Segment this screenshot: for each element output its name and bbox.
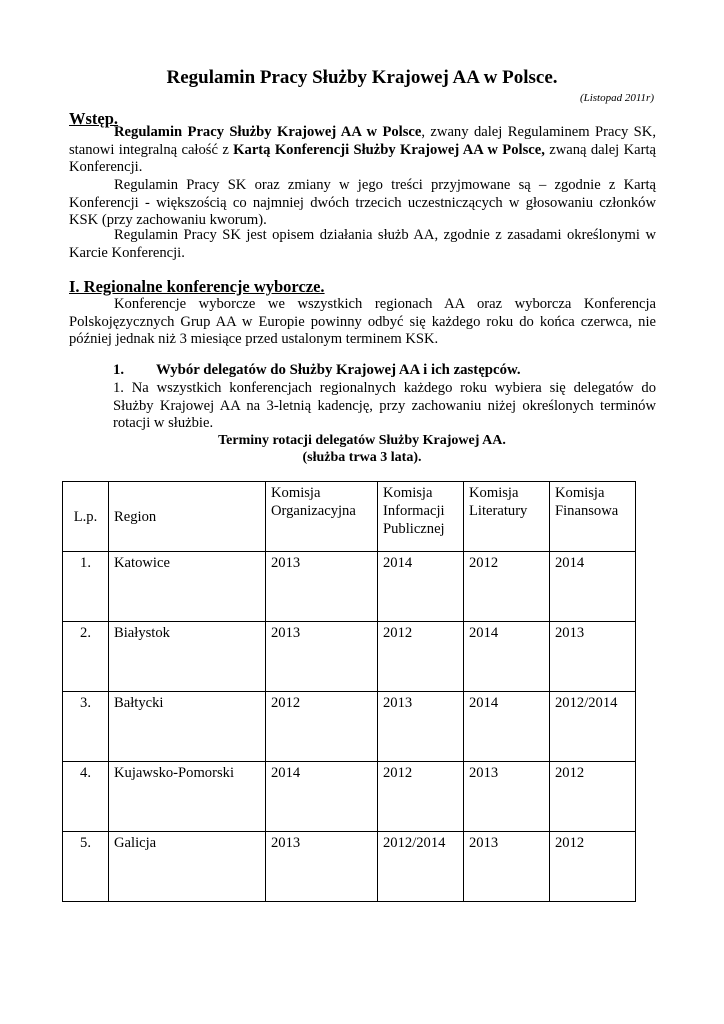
cell-inf: 2012/2014 bbox=[378, 832, 464, 902]
header-lit bbox=[464, 482, 550, 552]
intro-paragraph-1 bbox=[69, 124, 656, 177]
section-1-paragraph bbox=[69, 296, 656, 349]
cell-lit: 2013 bbox=[464, 832, 550, 902]
subsection-heading bbox=[113, 361, 521, 379]
intro-p2-text: Regulamin Pracy SK oraz zmiany w jego treści przyjmowane są – zgodnie z Kartą Konferencji - większością co najmniej dwóch trzecich uczestniczących w głosowaniu członków KSK (przy zachowaniu kworum). bbox=[69, 177, 656, 229]
header-inf-line-1: Komisja bbox=[383, 485, 433, 501]
cell-region: Bałtycki bbox=[109, 692, 266, 762]
table-caption-2: (służba trwa 3 lata). bbox=[302, 450, 422, 465]
intro-text-2: zwaną dalej Kartą Konferencji. bbox=[69, 141, 657, 176]
table-row bbox=[63, 832, 636, 902]
subsection-paragraph: 1. Na wszystkich konferencjach regionalnych każdego roku wybiera się delegatów do Służby Krajowej AA na 3-letnią kadencję, przy zachowaniu niżej określonych terminów rotacji w służbie. bbox=[113, 380, 656, 432]
section-1-heading: I. Regionalne konferencje wyborcze. bbox=[69, 277, 325, 296]
cell-inf: 2012 bbox=[378, 622, 464, 692]
intro-paragraph-3 bbox=[69, 227, 656, 262]
header-fin-line-1: Komisja bbox=[555, 485, 605, 501]
cell-fin: 2012 bbox=[550, 832, 636, 902]
header-org bbox=[266, 482, 378, 552]
cell-fin: 2012 bbox=[550, 762, 636, 832]
header-org-line-2: Organizacyjna bbox=[271, 503, 356, 519]
header-inf-line-2: Informacji bbox=[383, 503, 445, 519]
intro-heading: Wstęp. bbox=[69, 109, 119, 128]
cell-org: 2013 bbox=[266, 622, 378, 692]
cell-org: 2012 bbox=[266, 692, 378, 762]
table-row bbox=[63, 762, 636, 832]
header-org-line-1: Komisja bbox=[271, 485, 321, 501]
cell-fin: 2014 bbox=[550, 552, 636, 622]
header-inf-line-3: Publicznej bbox=[383, 521, 445, 537]
cell-lp: 4. bbox=[63, 762, 109, 832]
header-lp: L.p. bbox=[63, 482, 109, 552]
intro-bold-2: Kartą Konferencji Służby Krajowej AA w Polsce, bbox=[233, 141, 545, 158]
subsection-number: 1. bbox=[113, 362, 125, 378]
cell-lit: 2014 bbox=[464, 692, 550, 762]
cell-org: 2014 bbox=[266, 762, 378, 832]
header-region: Region bbox=[109, 482, 266, 552]
cell-org: 2013 bbox=[266, 552, 378, 622]
cell-region: Katowice bbox=[109, 552, 266, 622]
cell-lit: 2014 bbox=[464, 622, 550, 692]
header-fin bbox=[550, 482, 636, 552]
rotation-table bbox=[62, 481, 636, 902]
intro-bold-1: Regulamin Pracy Służby Krajowej AA w Polsce bbox=[114, 124, 422, 140]
header-inf bbox=[378, 482, 464, 552]
cell-lp: 5. bbox=[63, 832, 109, 902]
cell-lp: 3. bbox=[63, 692, 109, 762]
cell-org: 2013 bbox=[266, 832, 378, 902]
table-caption-1: Terminy rotacji delegatów Służby Krajowej AA. bbox=[218, 433, 506, 448]
table-header-row bbox=[63, 482, 636, 552]
cell-lit: 2012 bbox=[464, 552, 550, 622]
intro-text-1: , zwany dalej Regulaminem Pracy SK, stanowi integralną całość z bbox=[69, 124, 656, 158]
subsection-title: Wybór delegatów do Służby Krajowej AA i ich zastępców. bbox=[156, 362, 521, 378]
header-lit-line-2: Literatury bbox=[469, 503, 528, 519]
table-row bbox=[63, 622, 636, 692]
cell-inf: 2014 bbox=[378, 552, 464, 622]
cell-lp: 1. bbox=[63, 552, 109, 622]
intro-p3-text: Regulamin Pracy SK jest opisem działania służb AA, zgodnie z zasadami określonymi w Karcie Konferencji. bbox=[69, 227, 656, 261]
table-row bbox=[63, 552, 636, 622]
intro-paragraph-2 bbox=[69, 177, 656, 230]
cell-fin: 2013 bbox=[550, 622, 636, 692]
cell-region: Kujawsko-Pomorski bbox=[109, 762, 266, 832]
cell-lp: 2. bbox=[63, 622, 109, 692]
cell-fin: 2012/2014 bbox=[550, 692, 636, 762]
section-1-text: Konferencje wyborcze we wszystkich regionach AA oraz wyborcza Konferencja Polskojęzycznych Grup AA w Europie powinny odbyć się każdego roku do końca czerwca, nie później jednak niż 3 miesiące przed ustalonym terminem KSK. bbox=[69, 296, 656, 348]
cell-lit: 2013 bbox=[464, 762, 550, 832]
cell-inf: 2012 bbox=[378, 762, 464, 832]
document-title: Regulamin Pracy Służby Krajowej AA w Polsce. bbox=[166, 67, 558, 88]
header-fin-line-2: Finansowa bbox=[555, 503, 619, 519]
cell-inf: 2013 bbox=[378, 692, 464, 762]
cell-region: Białystok bbox=[109, 622, 266, 692]
cell-region: Galicja bbox=[109, 832, 266, 902]
header-lit-line-1: Komisja bbox=[469, 485, 519, 501]
table-row bbox=[63, 692, 636, 762]
document-date: (Listopad 2011r) bbox=[579, 92, 654, 104]
